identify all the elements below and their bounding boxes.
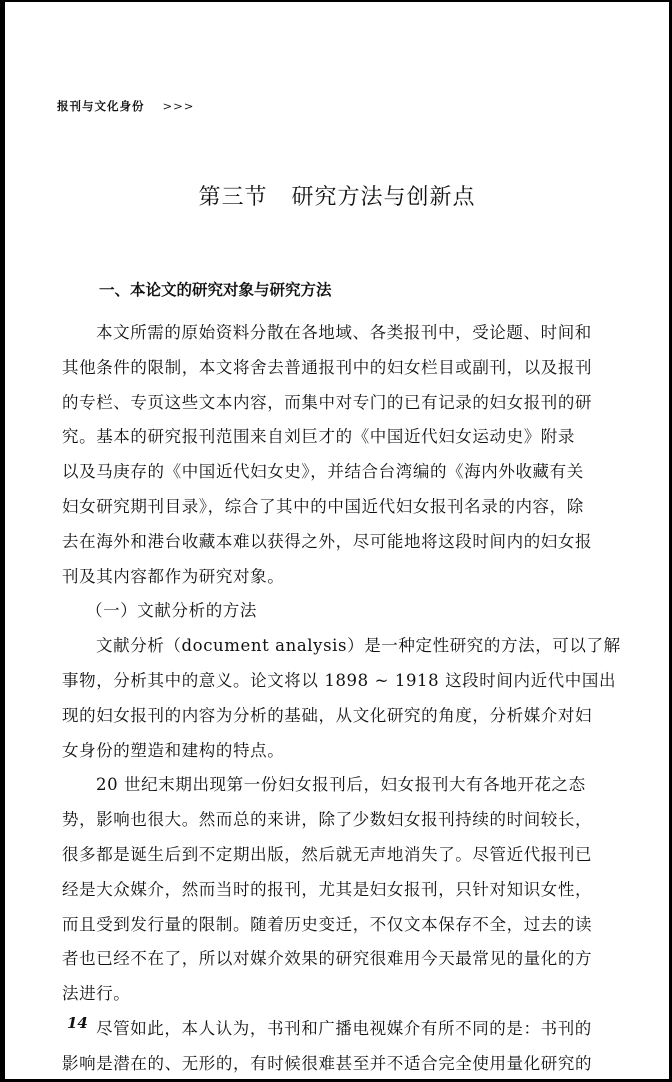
paragraph-line: 20 世纪末期出现第一份妇女报刊后，妇女报刊大有各地开花之态 [96, 775, 586, 795]
section-number: 第三节 [198, 185, 268, 210]
paragraph-line: 女身份的塑造和建构的特点。 [62, 740, 285, 760]
paragraph-line: 影响是潜在的、无形的，有时候很难甚至并不适合完全使用量化研究的 [62, 1053, 593, 1073]
paragraph-line: 法进行。 [62, 984, 131, 1004]
paragraph-line: 其他条件的限制，本文将舍去普通报刊中的妇女栏目或副刊，以及报刊 [62, 357, 593, 377]
paragraph-line: 究。基本的研究报刊范围来自刘巨才的《中国近代妇女运动史》附录 [62, 427, 575, 447]
section-title [5, 180, 669, 211]
paragraph-line: 的专栏、专页这些文本内容，而集中对专门的已有记录的妇女报刊的研 [62, 392, 593, 412]
paragraph-line: 者也已经不在了，所以对媒介效果的研究很难用今天最常见的量化的方 [62, 949, 593, 969]
paragraph-line: 很多都是诞生后到不定期出版，然后就无声地消失了。尽管近代报刊已 [62, 844, 593, 864]
running-head-arrows: >>> [162, 99, 195, 113]
paragraph-line: 势，影响也很大。然而总的来讲，除了少数妇女报刊持续的时间较长， [62, 810, 593, 830]
book-page [5, 2, 669, 1079]
paragraph-line: 现的妇女报刊的内容为分析的基础，从文化研究的角度，分析媒介对妇 [62, 705, 593, 725]
paragraph-line: 事物，分析其中的意义。论文将以 1898 ~ 1918 这段时间内近代中国出 [62, 670, 617, 690]
paragraph-line: 去在海外和港台收藏本难以获得之外，尽可能地将这段时间内的妇女报 [62, 531, 593, 551]
paragraph-line: 妇女研究期刊目录》，综合了其中的中国近代妇女报刊名录的内容，除 [62, 496, 584, 516]
paragraph-line: 本文所需的原始资料分散在各地域、各类报刊中，受论题、时间和 [96, 323, 592, 342]
page-number: 14 [67, 1014, 88, 1032]
paragraph-line: 以及马庚存的《中国近代妇女史》，并结合台湾编的《海内外收藏有关 [62, 462, 584, 482]
paragraph-line: 刊及其内容都作为研究对象。 [62, 566, 285, 586]
paragraph-line: 尽管如此，本人认为，书刊和广播电视媒介有所不同的是：书刊的 [96, 1018, 592, 1038]
subheading: 一、本论文的研究对象与研究方法 [99, 281, 332, 299]
subsection-heading: （一）文献分析的方法 [86, 601, 257, 621]
paragraph-line: 经是大众媒介，然而当时的报刊，尤其是妇女报刊，只针对知识女性， [62, 879, 593, 899]
paragraph-line: 文献分析（document analysis）是一种定性研究的方法，可以了解 [96, 636, 621, 656]
paragraph-line: 而且受到发行量的限制。随着历史变迁，不仅文本保存不全，过去的读 [62, 914, 593, 934]
body-text [62, 316, 622, 1082]
section-title-text: 研究方法与创新点 [291, 185, 476, 210]
running-head [57, 98, 194, 114]
running-head-title: 报刊与文化身份 [57, 99, 145, 113]
